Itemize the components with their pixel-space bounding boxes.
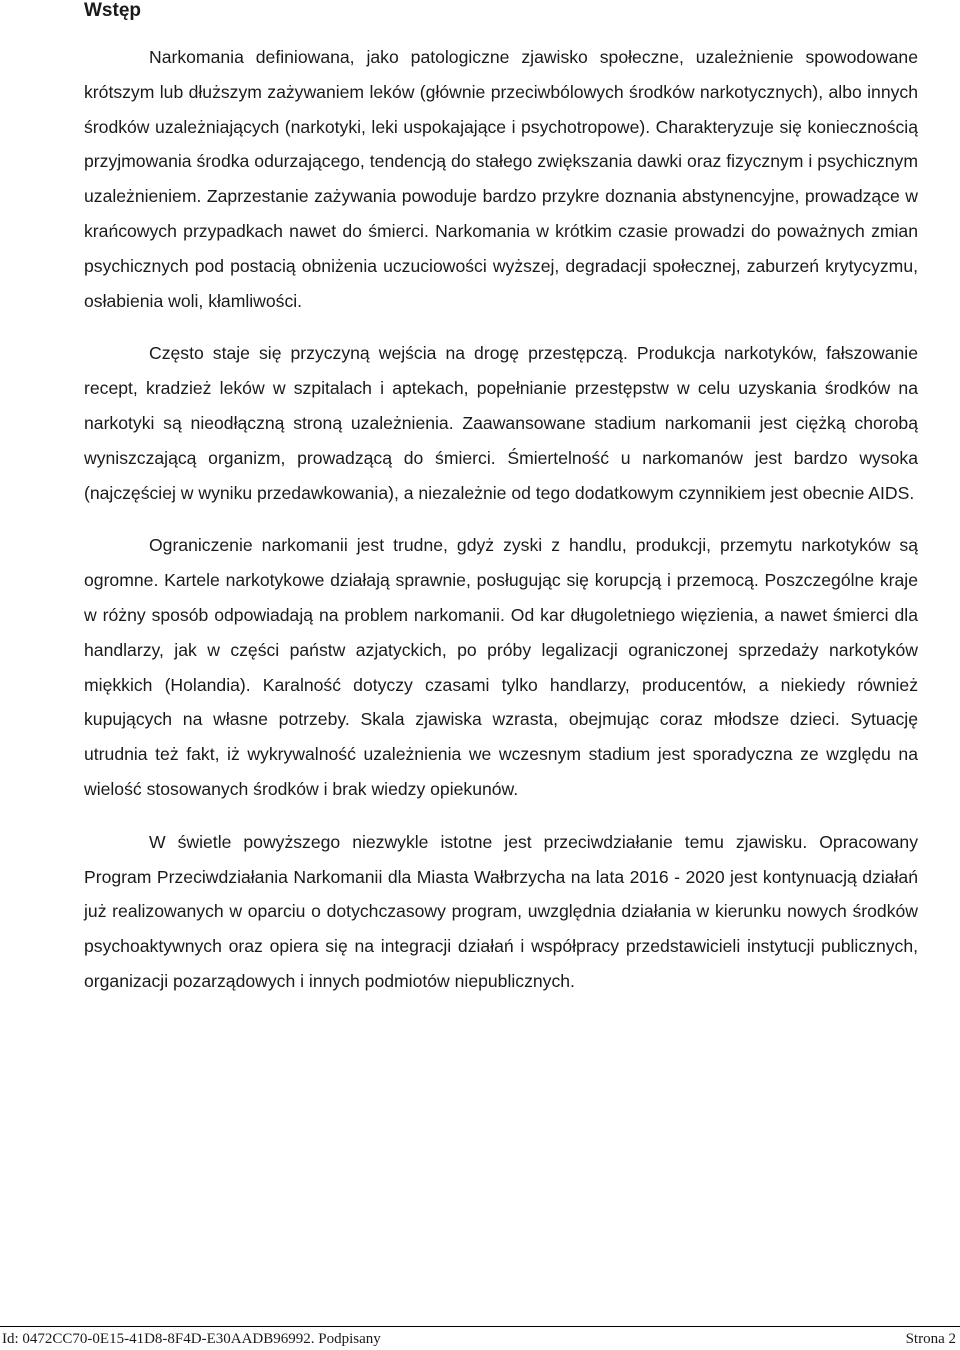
- paragraph-2: Często staje się przyczyną wejścia na drogę przestępczą. Produkcja narkotyków, fałszowanie recept, kradzież leków w szpitalach i aptekach, popełnianie przestępstw w celu uzyskania środków na narkotyki są nieodłączną stroną uzależnienia. Zaawansowane stadium narkomanii jest ciężką chorobą wyniszczającą organizm, prowadzącą do śmierci. Śmiertelność u narkomanów jest bardzo wysoka (najczęściej w wyniku przedawkowania), a niezależnie od tego dodatkowym czynnikiem jest obecnie AIDS.: [84, 343, 918, 503]
- paragraph-4: W świetle powyższego niezwykle istotne jest przeciwdziałanie temu zjawisku. Opracowany Program Przeciwdziałania Narkomanii dla Miasta Wałbrzycha na lata 2016 - 2020 jest kontynuacją działań już realizowanych w oparciu o dotychczasowy program, uwzględnia działania w kierunku nowych środków psychoaktywnych oraz opiera się na integracji działań i współpracy przedstawicieli instytucji publicznych, organizacji pozarządowych i innych podmiotów niepublicznych.: [84, 831, 918, 991]
- document-id-signature: Id: 0472CC70-0E15-41D8-8F4D-E30AADB96992. Podpisany: [2, 1331, 381, 1347]
- page-footer: [0, 1326, 960, 1349]
- section-heading: Wstęp: [84, 0, 141, 21]
- document-body: [84, 40, 918, 999]
- page-number: Strona 2: [905, 1331, 956, 1347]
- paragraph-3: Ograniczenie narkomanii jest trudne, gdyż zyski z handlu, produkcji, przemytu narkotyków są ogromne. Kartele narkotykowe działają sprawnie, posługując się korupcją i przemocą. Poszczególne kraje w różny sposób odpowiadają na problem narkomanii. Od kar długoletniego więzienia, a nawet śmierci dla handlarzy, jak w części państw azjatyckich, po próby legalizacji ograniczonej sprzedaży narkotyków miękkich (Holandia). Karalność dotyczy czasami tylko handlarzy, producentów, a niekiedy również kupujących na własne potrzeby. Skala zjawiska wzrasta, obejmując coraz młodsze dzieci. Sytuację utrudnia też fakt, iż wykrywalność uzależnienia we wczesnym stadium jest sporadyczna ze względu na wielość stosowanych środków i brak wiedzy opiekunów.: [84, 535, 918, 799]
- paragraph-1: Narkomania definiowana, jako patologiczne zjawisko społeczne, uzależnienie spowodowane krótszym lub dłuższym zażywaniem leków (głównie przeciwbólowych środków narkotycznych), albo innych środków uzależniających (narkotyki, leki uspokajające i psychotropowe). Charakteryzuje się koniecznością przyjmowania środka odurzającego, tendencją do stałego zwiększania dawki oraz fizycznym i psychicznym uzależnieniem. Zaprzestanie zażywania powoduje bardzo przykre doznania abstynencyjne, prowadzące w krańcowych przypadkach nawet do śmierci. Narkomania w krótkim czasie prowadzi do poważnych zmian psychicznych pod postacią obniżenia uczuciowości wyższej, degradacji społecznej, zaburzeń krytycyzmu, osłabienia woli, kłamliwości.: [84, 47, 918, 311]
